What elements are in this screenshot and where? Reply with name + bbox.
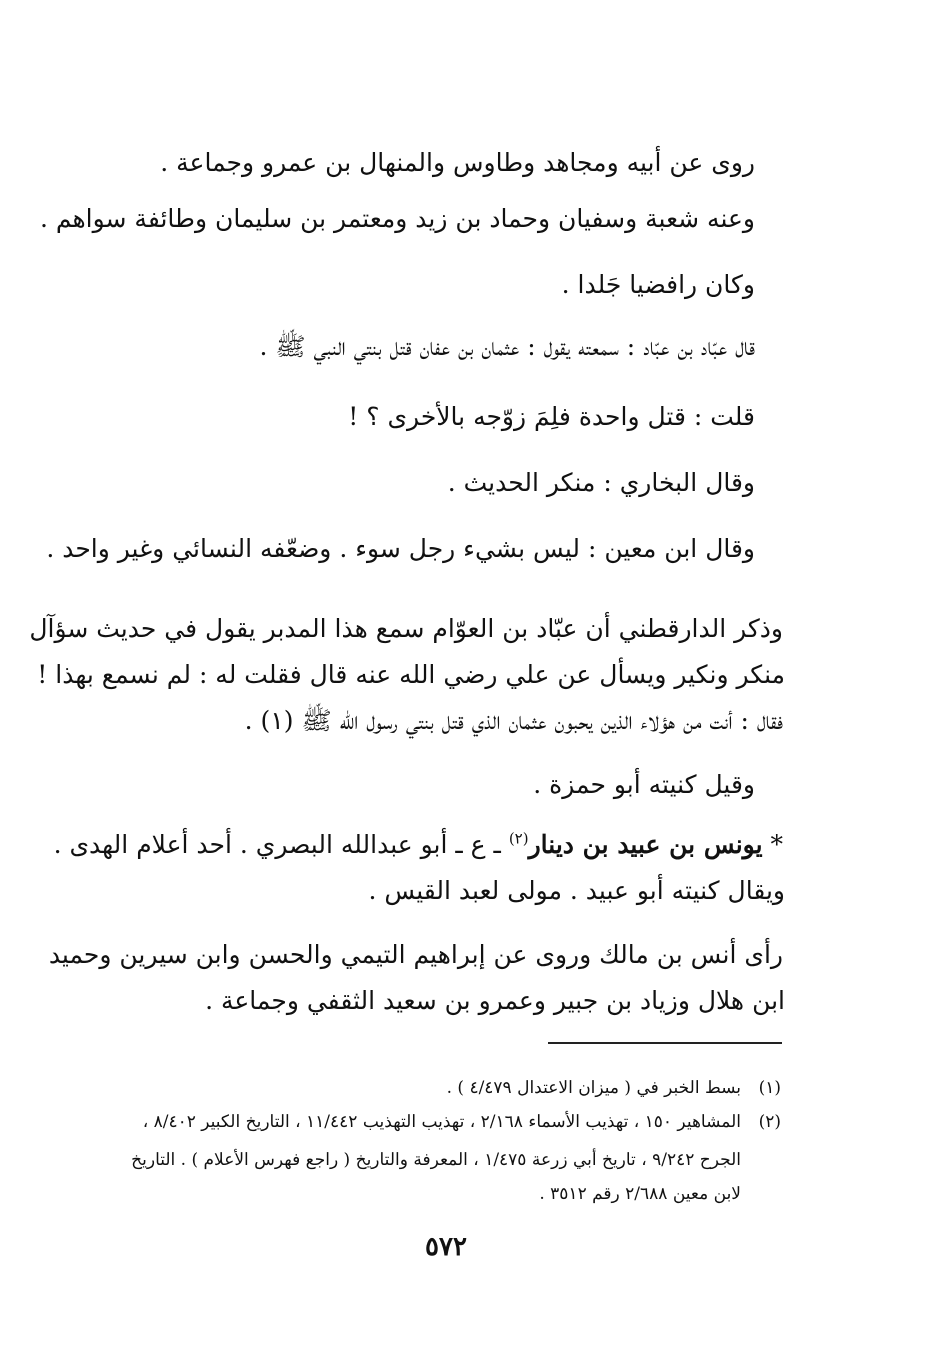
page-number: ٥٧٢ [425, 1232, 467, 1262]
text-line: ابن هلال وزياد بن جبير وعمرو بن سعيد الثقفي وجماعة . [205, 986, 785, 1015]
text-line: وقال ابن معين : ليس بشيء رجل سوء . وضعّفه النسائي وغير واحد . [46, 534, 755, 563]
entry-details: ـ ع ـ أبو عبدالله البصري . أحد أعلام الهدى . [53, 830, 501, 859]
entry-marker: * [770, 830, 783, 859]
text-line: رأى أنس بن مالك وروى عن إبراهيم التيمي والحسن وابن سيرين وحميد [48, 940, 783, 969]
text-line: وقال البخاري : منكر الحديث . [447, 468, 755, 497]
text-line: وقيل كنيته أبو حمزة . [533, 770, 755, 799]
footnote-line: بسط الخبر في ( ميزان الاعتدال ٤/٤٧٩ ) . [446, 1078, 741, 1098]
footnote-line: المشاهير ١٥٠ ، تهذيب الأسماء ٢/١٦٨ ، تهذيب التهذيب ١١/٤٤٢ ، التاريخ الكبير ٨/٤٠٢ ، [142, 1112, 741, 1132]
footnote-ref: (٢) [508, 829, 529, 848]
text-line: وكان رافضيا جَلدا . [561, 270, 755, 299]
footnote-number: (٢) [758, 1112, 781, 1132]
text-line: قلت : قتل واحدة فلِمَ زوّجه بالأخرى ؟ ! [348, 402, 755, 431]
text-line: وذكر الدارقطني أن عبّاد بن العوّام سمع هذا المدبر يقول في حديث سؤآل [29, 614, 783, 643]
footnote-line: الجرح ٩/٢٤٢ ، تاريخ أبي زرعة ١/٤٧٥ ، المعرفة والتاريخ ( راجع فهرس الأعلام ) . التاريخ [131, 1150, 741, 1170]
footnote-number: (١) [758, 1078, 781, 1098]
entry-name: يونس بن عبيد بن دينار [528, 830, 763, 859]
footnote-line: لابن معين ٢/٦٨٨ رقم ٣٥١٢ . [539, 1184, 741, 1204]
text-line: روى عن أبيه ومجاهد وطاوس والمنهال بن عمرو وجماعة . [160, 148, 755, 177]
footnote-separator [548, 1042, 782, 1044]
biography-entry-heading [54, 828, 783, 862]
text-line: قال عبّاد بن عبّاد : سمعته يقول : عثمان بن عفان قتل بنتي النبي ﷺ . [259, 332, 755, 361]
text-line: ويقال كنيته أبو عبيد . مولى لعبد القيس . [368, 876, 785, 905]
text-line: فقال : أنت من هؤلاء الذين يحبون عثمان الذي قتل بنتي رسول الله ﷺ (١) . [244, 706, 783, 735]
text-line: وعنه شعبة وسفيان وحماد بن زيد ومعتمر بن سليمان وطائفة سواهم . [39, 204, 755, 233]
text-line: منكر ونكير ويسأل عن علي رضي الله عنه قال فقلت له : لم نسمع بهذا ! [37, 660, 785, 689]
